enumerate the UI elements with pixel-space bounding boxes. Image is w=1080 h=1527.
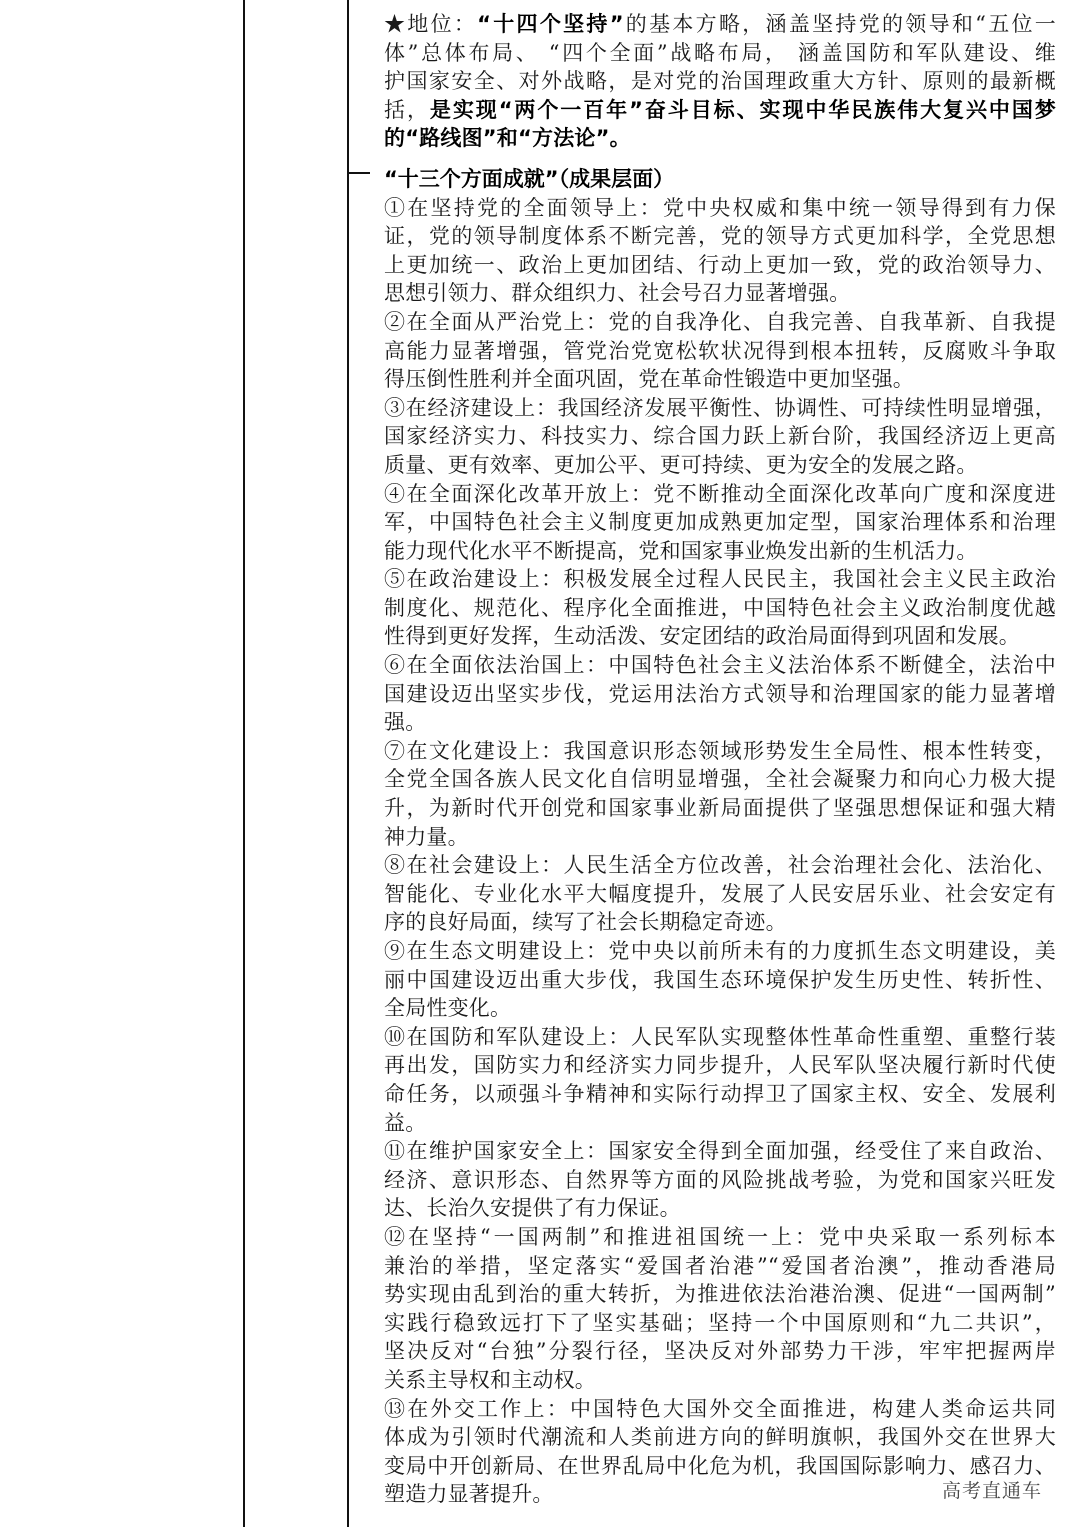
achievement-line: 制度化、规范化、程序化全面推进，中国特色社会主义政治制度优越 [384, 595, 1056, 620]
achievement-line: 再出发，国防实力和经济实力同步提升，人民军队坚决履行新时代使 [384, 1053, 1056, 1078]
achievement-line: 经济、意识形态、自然界等方面的风险挑战考验，为党和国家兴旺发 [384, 1167, 1056, 1192]
achievement-line: 上更加统一、政治上更加团结、行动上更加一致，党的政治领导力、 [384, 252, 1056, 277]
achievement-line: 命任务，以顽强斗争精神和实际行动捍卫了国家主权、安全、发展利 [384, 1081, 1056, 1106]
achievement-item [384, 1023, 1056, 1137]
position-line [384, 96, 1056, 125]
position-block [384, 10, 1056, 153]
body-text: 括， [384, 97, 430, 122]
achievement-line: 变局中开创新局、在世界乱局中化危为机，我国国际影响力、感召力、 [384, 1453, 1056, 1478]
achievement-item [384, 1223, 1056, 1395]
achievement-line: 序的良好局面，续写了社会长期稳定奇迹。 [384, 910, 787, 935]
achievement-line: ⑧在社会建设上：人民生活全方位改善，社会治理社会化、法治化、 [384, 853, 1056, 878]
achievement-line: 性得到更好发挥，生动活泼、安定团结的政治局面得到巩固和发展。 [384, 624, 1020, 649]
body-text: 的基本方略，涵盖坚持党的领导和“五位一 [623, 12, 1056, 36]
achievement-item [384, 737, 1056, 851]
achievement-line: 关系主导权和主动权。 [384, 1367, 596, 1392]
body-text: ★地位： [384, 12, 478, 36]
achievement-item [384, 394, 1056, 480]
achievement-line: ②在全面从严治党上：党的自我净化、自我完善、自我革新、自我提 [384, 309, 1056, 334]
achievement-line: 升，为新时代开创党和国家事业新局面提供了坚强思想保证和强大精 [384, 796, 1056, 821]
achievement-line: 丽中国建设迈出重大步伐，我国生态环境保护发生历史性、转折性、 [384, 967, 1056, 992]
tree-connector-outer-line [243, 0, 245, 1527]
document-content [384, 10, 1056, 1509]
emphasis-text: 的“路线图”和“方法论”。 [384, 126, 631, 151]
achievement-line: ①在坚持党的全面领导上：党中央权威和集中统一领导得到有力保 [384, 195, 1056, 220]
achievement-line: 塑造力显著提升。 [384, 1482, 554, 1507]
achievement-line: 强。 [384, 710, 427, 735]
emphasis-text: 是实现“两个一百年”奋斗目标、实现中华民族伟大复兴中国梦 [429, 97, 1056, 122]
achievement-item [384, 308, 1056, 394]
achievement-item [384, 565, 1056, 651]
position-line [384, 10, 1056, 39]
achievement-line: 思想引领力、群众组织力、社会号召力显著增强。 [384, 281, 851, 306]
achievement-item [384, 851, 1056, 937]
achievement-item [384, 1137, 1056, 1223]
position-line [384, 67, 1056, 96]
achievement-line: 达、长治久安提供了有力保证。 [384, 1196, 681, 1221]
achievement-line: 全党全国各族人民文化自信明显增强，全社会凝聚力和向心力极大提 [384, 767, 1056, 792]
achievement-item [384, 651, 1056, 737]
achievement-line: 能力现代化水平不断提高，党和国家事业焕发出新的生机活力。 [384, 538, 978, 563]
achievement-line: 实践行稳致远打下了坚实基础；坚持一个中国原则和“九二共识”， [384, 1310, 1056, 1335]
achievement-line: 益。 [384, 1110, 427, 1135]
achievements-section [384, 165, 1056, 1509]
achievement-line: 坚决反对“台独”分裂行径，坚决反对外部势力干涉，牢牢把握两岸 [384, 1339, 1056, 1364]
tree-branch-tick [348, 172, 370, 174]
achievement-line: 证，党的领导制度体系不断完善，党的领导方式更加科学，全党思想 [384, 224, 1056, 249]
body-text: 护国家安全、对外战略，是对党的治国理政重大方针、原则的最新概 [384, 69, 1056, 94]
achievement-line: 神力量。 [384, 824, 469, 849]
achievement-item [384, 937, 1056, 1023]
achievement-line: 高能力显著增强，管党治党宽松软状况得到根本扭转，反腐败斗争取 [384, 338, 1056, 363]
achievement-list [384, 194, 1056, 1509]
achievement-line: 国家经济实力、科技实力、综合国力跃上新台阶，我国经济迈上更高 [384, 424, 1056, 449]
position-line [384, 124, 1056, 153]
watermark-text: 高考直通车 [942, 1480, 1043, 1502]
achievement-line: ⑦在文化建设上：我国意识形态领域形势发生全局性、根本性转变， [384, 738, 1056, 763]
achievement-line: 质量、更有效率、更加公平、更可持续、更为安全的发展之路。 [384, 452, 978, 477]
achievement-line: ⑤在政治建设上：积极发展全过程人民民主，我国社会主义民主政治 [384, 567, 1056, 592]
achievement-line: ⑨在生态文明建设上：党中央以前所未有的力度抓生态文明建设，美 [384, 939, 1056, 963]
achievement-line: 军，中国特色社会主义制度更加成熟更加定型，国家治理体系和治理 [384, 510, 1056, 535]
position-line [384, 39, 1056, 68]
achievement-line: 智能化、专业化水平大幅度提升，发展了人民安居乐业、社会安定有 [384, 881, 1056, 906]
achievement-item [384, 194, 1056, 308]
achievement-line: 得压倒性胜利并全面巩固，党在革命性锻造中更加坚强。 [384, 367, 914, 392]
achievement-line: 全局性变化。 [384, 996, 512, 1021]
achievement-line: 国建设迈出坚实步伐，党运用法治方式领导和治理国家的能力显著增 [384, 681, 1056, 706]
achievement-line: 兼治的举措，坚定落实“爱国者治港”“爱国者治澳”，推动香港局 [384, 1253, 1056, 1278]
achievement-line: ⑪在维护国家安全上：国家安全得到全面加强，经受住了来自政治、 [384, 1139, 1056, 1164]
achievement-item [384, 480, 1056, 566]
achievement-line: ⑬在外交工作上：中国特色大国外交全面推进，构建人类命运共同 [384, 1396, 1056, 1421]
achievement-line: 势实现由乱到治的重大转折，为推进依法治港治澳、促进“一国两制” [384, 1282, 1056, 1307]
achievement-line: ⑫在坚持“一国两制”和推进祖国统一上：党中央采取一系列标本 [384, 1224, 1056, 1249]
tree-connector-inner-line [347, 0, 349, 1527]
achievement-line: ⑩在国防和军队建设上：人民军队实现整体性革命性重塑、重整行装 [384, 1024, 1056, 1049]
body-text: 体”总体布局、 “四个全面”战略布局， 涵盖国防和军队建设、维 [384, 40, 1056, 65]
achievement-line: 体成为引领时代潮流和人类前进方向的鲜明旗帜，我国外交在世界大 [384, 1425, 1056, 1450]
achievement-line: ⑥在全面依法治国上：中国特色社会主义法治体系不断健全，法治中 [384, 653, 1056, 678]
achievement-line: ③在经济建设上：我国经济发展平衡性、协调性、可持续性明显增强， [384, 395, 1056, 420]
emphasis-text: “十四个坚持” [477, 12, 624, 36]
achievements-heading: “十三个方面成就”（成果层面） [384, 166, 675, 191]
achievement-line: ④在全面深化改革开放上：党不断推动全面深化改革向广度和深度进 [384, 481, 1056, 506]
